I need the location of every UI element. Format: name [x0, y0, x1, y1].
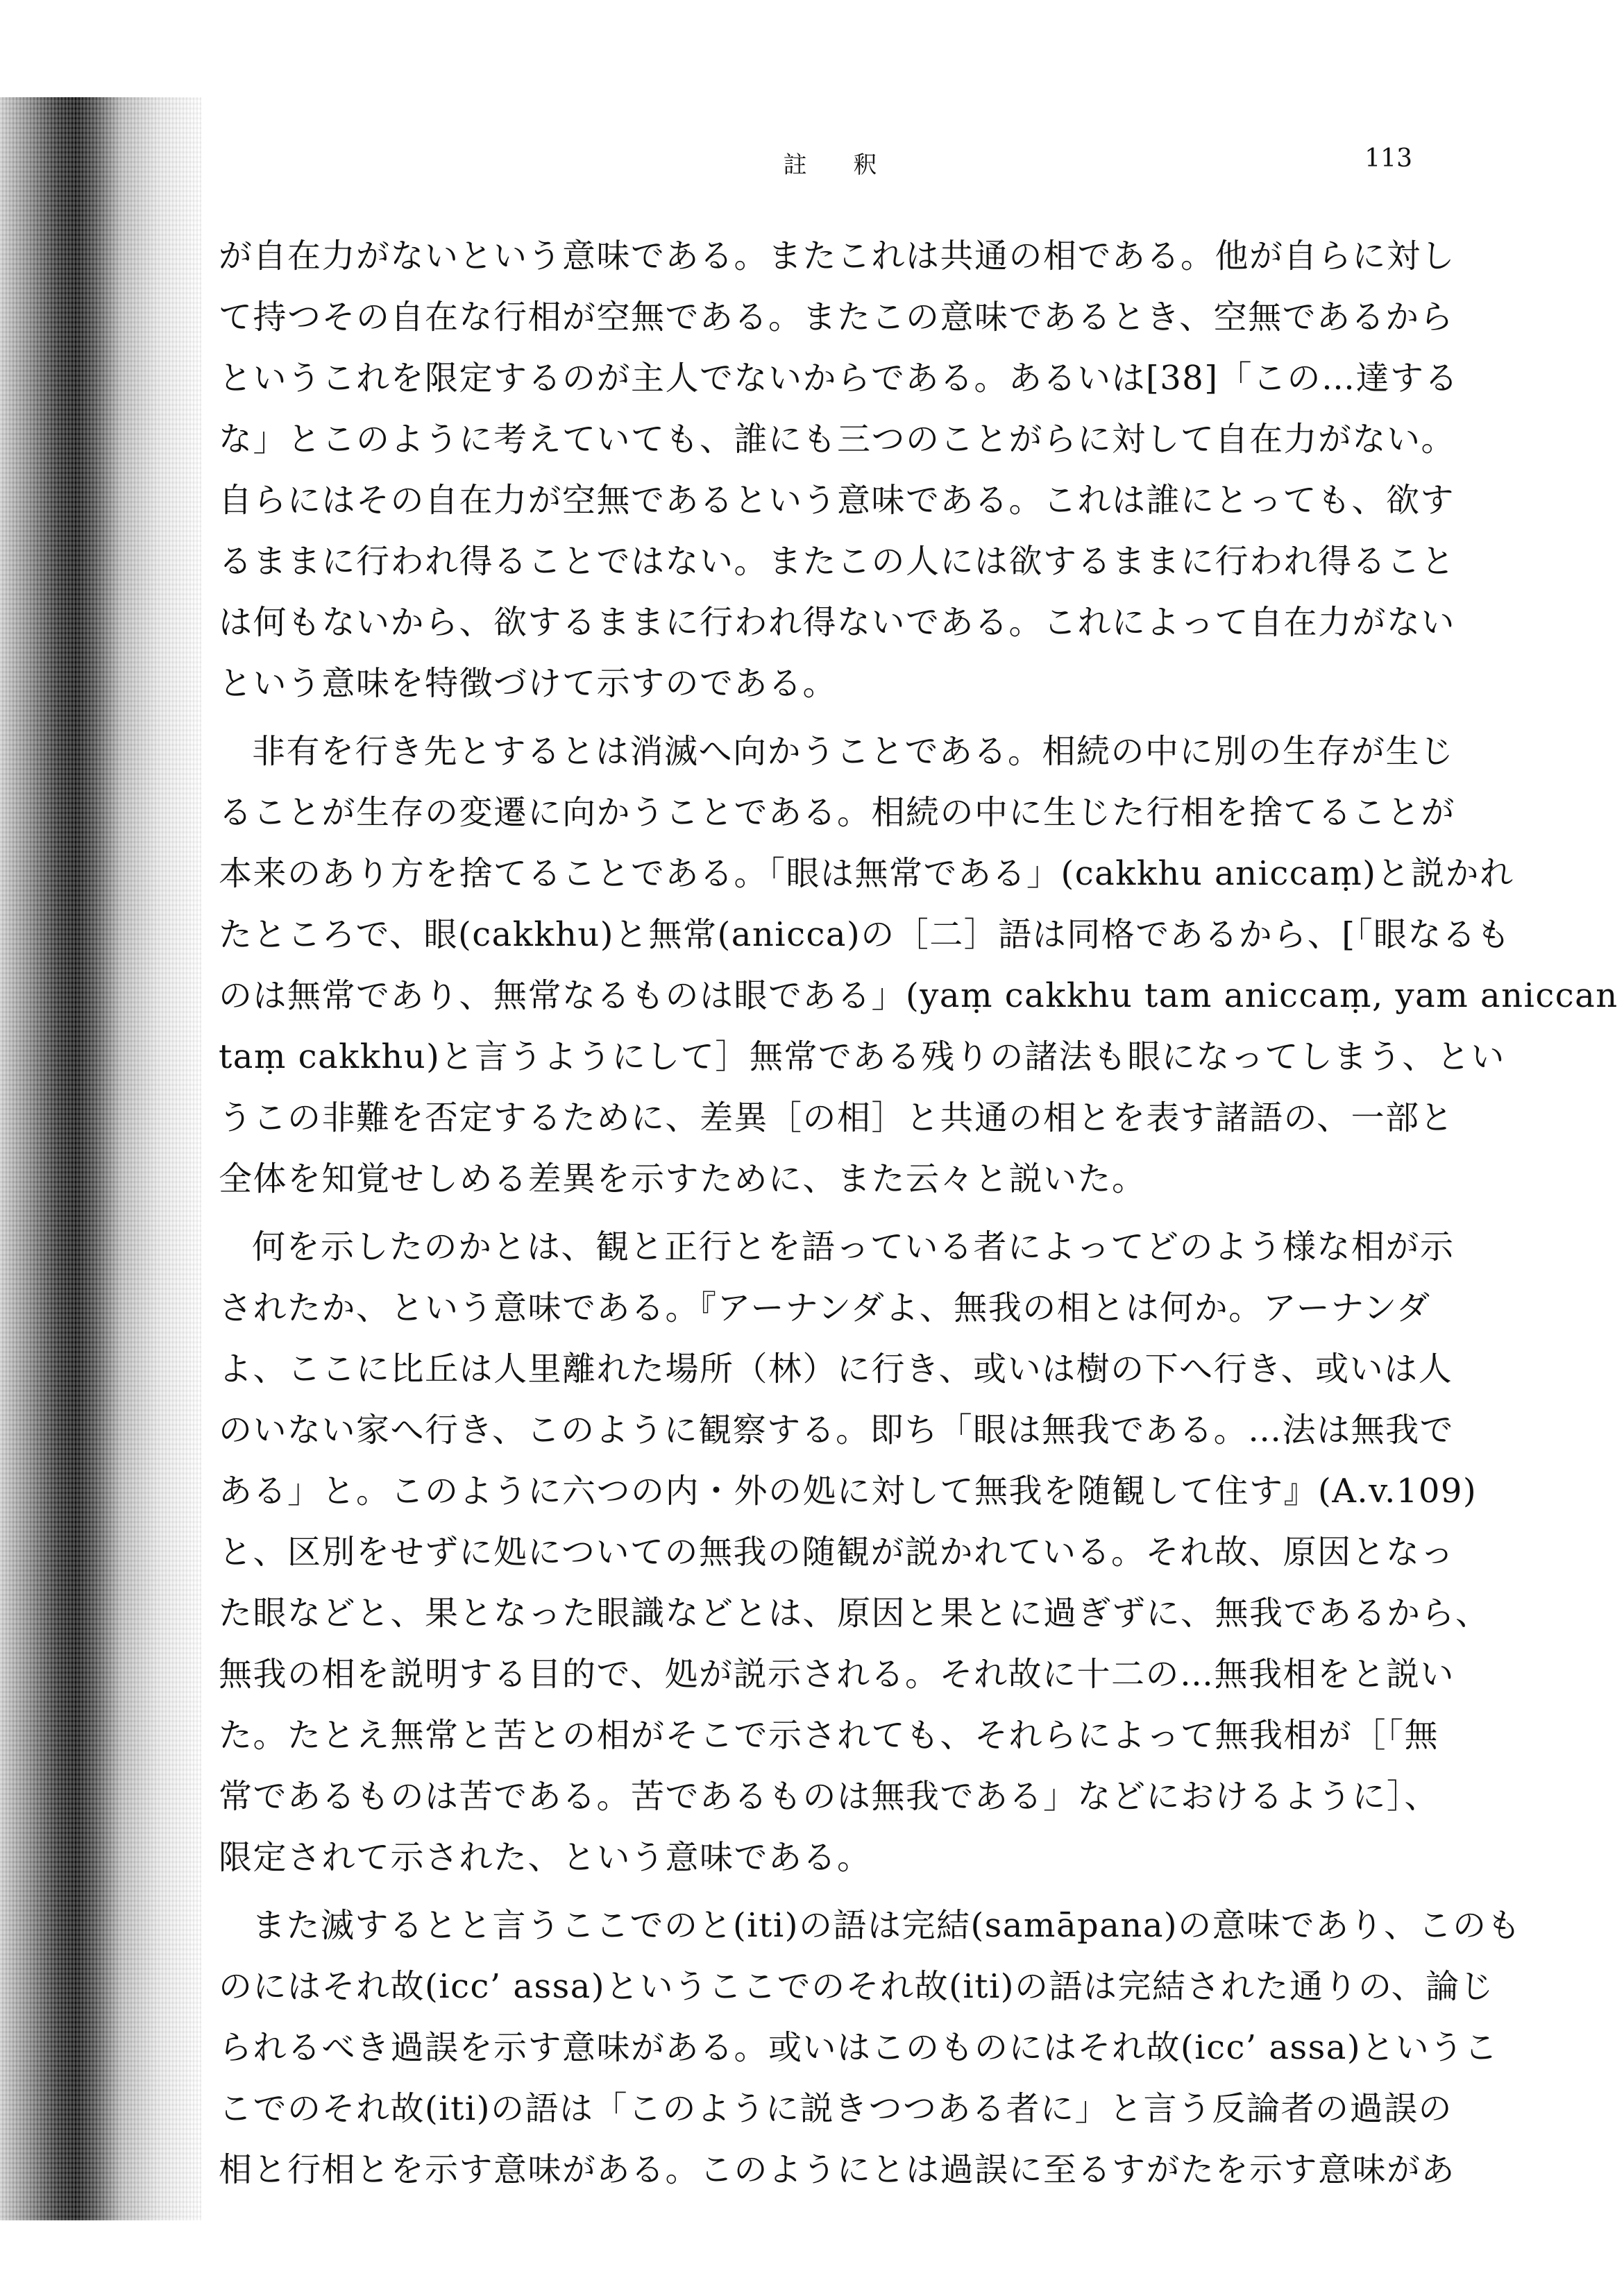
- text-line: というこれを限定するのが主人でないからである。あるいは[38]「この…達する: [219, 359, 1460, 398]
- text-line: のいない家へ行き、このように観察する。即ち「眼は無我である。…法は無我で: [219, 1411, 1455, 1449]
- text-line: taṃ cakkhu)と言うようにして］無常である残りの諸法も眼になってしまう、とい: [219, 1037, 1505, 1076]
- text-line: 自らにはその自在力が空無であるという意味である。これは誰にとっても、欲す: [219, 481, 1455, 520]
- text-line: は何もないから、欲するままに行われ得ないである。これによって自在力がない: [219, 603, 1456, 642]
- text-line: 相と行相とを示す意味がある。このようにとは過誤に至るすがたを示す意味があ: [219, 2150, 1456, 2189]
- text-line: という意味を特徴づけて示すのである。: [219, 664, 838, 703]
- text-line: のは無常であり、無常なるものは眼である」(yaṃ cakkhu tam aniccaṃ, yam aniccan: [219, 976, 1618, 1015]
- text-line: うこの非難を否定するために、差異［の相］と共通の相とを表す諸語の、一部と: [219, 1098, 1455, 1137]
- text-line: されたか、という意味である。『アーナンダよ、無我の相とは何か。アーナンダ: [219, 1289, 1431, 1327]
- body-text: [219, 226, 1618, 2200]
- text-line: と、区別をせずに処についての無我の随観が説かれている。それ故、原因となっ: [219, 1533, 1455, 1572]
- text-line: 全体を知覚せしめる差異を示すために、また云々と説いた。: [219, 1159, 1147, 1198]
- text-line: るままに行われ得ることではない。またこの人には欲するままに行われ得ること: [219, 542, 1456, 581]
- paragraph-start-line: 非有を行き先とするとは消滅へ向かうことである。相続の中に別の生存が生じ: [252, 732, 1455, 771]
- text-line: 無我の相を説明する目的で、処が説示される。それ故に十二の…無我相をと説い: [219, 1655, 1455, 1694]
- text-line: 常であるものは苦である。苦であるものは無我である」などにおけるように］、: [219, 1777, 1439, 1816]
- text-line: た。たとえ無常と苦との相がそこで示されても、それらによって無我相が［「無: [219, 1716, 1439, 1755]
- text-line: 本来のあり方を捨てることである。「眼は無常である」(cakkhu aniccaṃ)と説かれ: [219, 854, 1514, 893]
- text-line: のにはそれ故(icc’ assa)というここでのそれ故(iti)の語は完結された通りの、論じ: [219, 1967, 1495, 2006]
- text-line: ある」と。このように六つの内・外の処に対して無我を随観して住す』(A.v.109): [219, 1472, 1478, 1511]
- paragraph-start-line: 何を示したのかとは、観と正行とを語っている者によってどのよう様な相が示: [252, 1227, 1455, 1266]
- text-line: た眼などと、果となった眼識などとは、原因と果とに過ぎずに、無我であるから、: [219, 1594, 1490, 1633]
- text-line: よ、ここに比丘は人里離れた場所（林）に行き、或いは樹の下へ行き、或いは人: [219, 1350, 1453, 1388]
- text-line: こでのそれ故(iti)の語は「このように説きつつある者に」と言う反論者の過誤の: [219, 2089, 1453, 2128]
- text-line: られるべき過誤を示す意味がある。或いはこのものにはそれ故(icc’ assa)というこ: [219, 2028, 1499, 2067]
- text-line: な」とこのように考えていても、誰にも三つのことがらに対して自在力がない。: [219, 420, 1456, 459]
- text-line: ることが生存の変遷に向かうことである。相続の中に生じた行相を捨てることが: [219, 793, 1456, 832]
- text-line: 限定されて示された、という意味である。: [219, 1838, 872, 1877]
- paragraph-start-line: また滅するとと言うここでのと(iti)の語は完結(samāpana)の意味であり、このも: [252, 1906, 1522, 1945]
- text-line: たところで、眼(cakkhu)と無常(anicca)の［二］語は同格であるから、[「眼なるも: [219, 915, 1511, 954]
- text-line: が自在力がないという意味である。またこれは共通の相である。他が自らに対し: [219, 237, 1456, 275]
- scan-noise: [0, 97, 201, 2220]
- page-number: 113: [1364, 144, 1412, 173]
- running-header-title: 註 釈: [783, 151, 897, 179]
- text-line: て持つその自在な行相が空無である。またこの意味であるとき、空無であるから: [219, 298, 1455, 337]
